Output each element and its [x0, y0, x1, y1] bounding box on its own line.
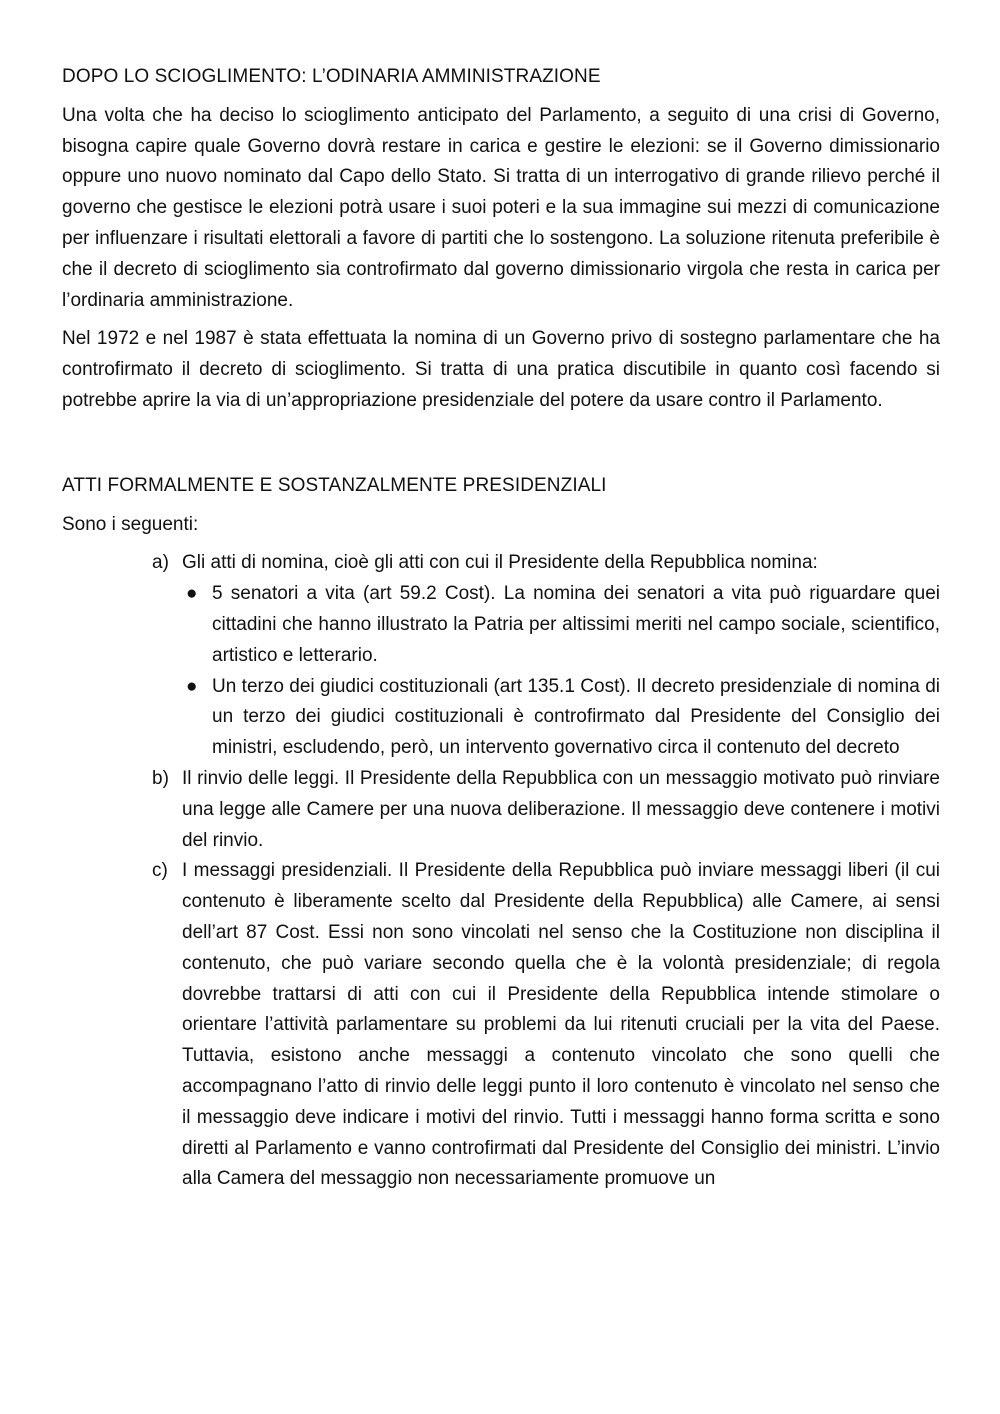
- list-item-a: [152, 548, 940, 764]
- list-marker: a): [152, 552, 169, 574]
- bullet-icon: ●: [186, 583, 198, 605]
- list-item-c: [152, 856, 940, 1195]
- list-item-b: [152, 764, 940, 856]
- section-heading-atti-presidenziali: ATTI FORMALMENTE E SOSTANZALMENTE PRESIDENZIALI: [62, 474, 607, 496]
- paragraph-scioglimento: Una volta che ha deciso lo scioglimento anticipato del Parlamento, a seguito di una crisi di Governo, bisogna capire quale Governo dovrà restare in carica e gestire le elezioni: se il Governo dimissionario oppure uno nuovo nominato dal Capo dello Stato. Si tratta di un interrogativo di grande rilievo perché il governo che gestisce le elezioni potrà usare i suoi poteri e la sua immagine sui mezzi di comunicazione per influenzare i risultati elettorali a favore di partiti che lo sostengono. La soluzione ritenuta preferibile è che il decreto di scioglimento sia controfirmato dal governo dimissionario virgola che resta in carica per l’ordinaria amministrazione.: [62, 104, 940, 311]
- list-marker: c): [152, 860, 168, 882]
- section-heading-scioglimento: DOPO LO SCIOGLIMENTO: L’ODINARIA AMMINISTRAZIONE: [62, 66, 601, 87]
- list-intro: Sono i seguenti:: [62, 513, 199, 535]
- bullet-icon: ●: [186, 675, 198, 697]
- paragraph-nomina-governo: Nel 1972 e nel 1987 è stata effettuata la nomina di un Governo privo di sostegno parlamentare che ha controfirmato il decreto di scioglimento. Si tratta di una pratica discutibile in quanto così facendo si potrebbe aprire la via di un’appropriazione presidenziale del potere da usare contro il Parlamento.: [62, 328, 940, 411]
- bullet-text: Un terzo dei giudici costituzionali (art 135.1 Cost). Il decreto presidenziale di nomina di un terzo dei giudici costituzionali è controfirmato dal Presidente del Consiglio dei ministri, escludendo, però, un intervento governativo circa il contenuto del decreto: [212, 675, 940, 759]
- bullet-item-senatori: [182, 579, 940, 671]
- list-item-text: I messaggi presidenziali. Il Presidente della Repubblica può inviare messaggi liberi (il cui contenuto è liberamente scelto dal Presidente della Repubblica) alle Camere, ai sensi dell’art 87 Cost. Essi non sono vincolati nel senso che la Costituzione non disciplina il contenuto, che può variare secondo quella che è la volontà presidenziale; di regola dovrebbe trattarsi di atti con cui il Presidente della Repubblica intende stimolare o orientare l’attività parlamentare su problemi da lui ritenuti cruciali per la vita del Paese. Tuttavia, esistono anche messaggi a contenuto vincolato che sono quelli che accompagnano l’atto di rinvio delle leggi punto il loro contenuto è vincolato nel senso che il messaggio deve indicare i motivi del rinvio. Tutti i messaggi hanno forma scritta e sono diretti al Parlamento e vanno controfirmati dal Presidente del Consiglio dei ministri. L’invio alla Camera del messaggio non necessariamente promuove un: [182, 860, 940, 1190]
- list-item-text: Il rinvio delle leggi. Il Presidente della Repubblica con un messaggio motivato può rinviare una legge alle Camere per una nuova deliberazione. Il messaggio deve contenere i motivi del rinvio.: [182, 767, 940, 851]
- atti-list: [152, 548, 940, 1195]
- list-item-text: Gli atti di nomina, cioè gli atti con cui il Presidente della Repubblica nomina:: [182, 552, 818, 574]
- bullet-text: 5 senatori a vita (art 59.2 Cost). La nomina dei senatori a vita può riguardare quei cittadini che hanno illustrato la Patria per altissimi meriti nel campo sociale, scientifico, artistico e letterario.: [212, 583, 940, 666]
- bullet-item-giudici: [182, 672, 940, 764]
- list-marker: b): [152, 767, 169, 789]
- document-page: [62, 62, 940, 1195]
- section-spacer: [62, 425, 940, 471]
- nomina-bullet-list: [182, 579, 940, 764]
